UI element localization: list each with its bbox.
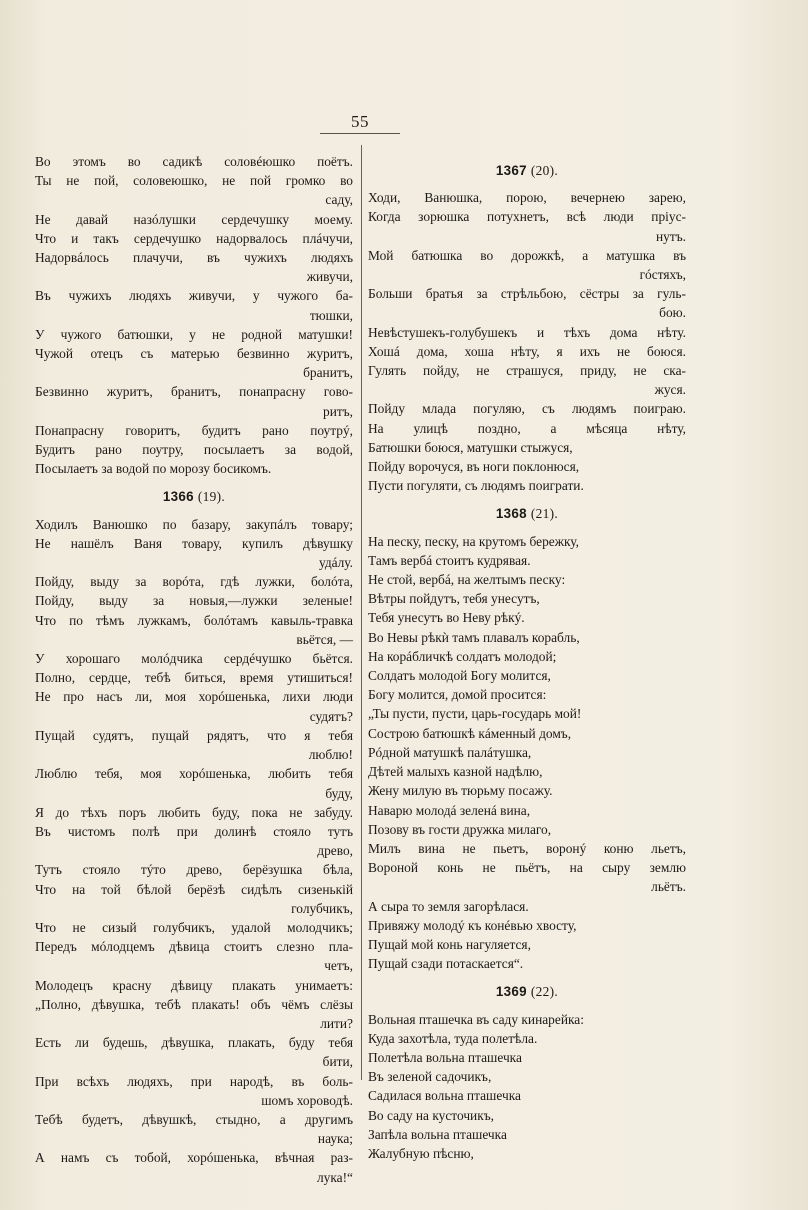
- verse-line-continuation: наука;: [317, 1131, 353, 1147]
- verse-line: Богу молится, домой просится:: [368, 687, 547, 703]
- verse-line-continuation: судятъ?: [309, 708, 353, 724]
- verse-line: Больши братья за стрѣльбою, сёстры за гуль-: [368, 286, 686, 302]
- verse-line: Садилася вольна пташечка: [368, 1088, 521, 1104]
- page-number: 55: [351, 112, 369, 131]
- verse-line: Жену милую въ тюрьму посажу.: [368, 783, 553, 799]
- song-subnumber: (22).: [530, 984, 559, 1000]
- verse-line: Батюшки боюся, матушки стыжуся,: [368, 439, 573, 455]
- verse-line: Ходи, Ванюшка, порою, вечернею зарею,: [368, 190, 686, 206]
- verse-line: Пойду, выду за новыя,—лужки зеленые!: [35, 593, 353, 609]
- song-number: 1369: [495, 984, 527, 1000]
- verse-line-continuation: живучи,: [306, 269, 353, 285]
- verse-line-continuation: четъ,: [324, 958, 353, 974]
- verse-line: Вольная пташечка въ саду кинарейка:: [368, 1011, 584, 1027]
- verse-line-continuation: древо,: [317, 843, 353, 859]
- verse-line: „Ты пусти, пусти, царь-государь мой!: [368, 706, 582, 722]
- verse-line-continuation: люблю!: [308, 747, 353, 763]
- verse-line: Во этомъ во садикѣ соловéюшко поётъ.: [35, 154, 353, 169]
- verse-line: Ходилъ Ванюшко по базару, закупáлъ товару;: [35, 516, 353, 532]
- verse-line: Сострою батюшкѣ кáменный домъ,: [368, 725, 572, 741]
- song-subnumber: (21).: [530, 506, 559, 522]
- verse-line: Не про насъ ли, моя хорóшенька, лихи люди: [35, 689, 353, 705]
- verse-line: Пойду, выду за ворóта, гдѣ лужки, болóта,: [35, 574, 353, 590]
- verse-line: Хошá дома, хоша нѣту, я ихъ не боюся.: [368, 343, 686, 359]
- verse-line-continuation: лити?: [320, 1015, 353, 1031]
- verse-line: Пусти погуляти, съ людямъ поиграти.: [368, 478, 584, 494]
- song-number: 1366: [162, 489, 194, 505]
- verse-line: Не давай назóлушки сердечушку моему.: [35, 211, 353, 227]
- verse-line: „Полно, дѣвушка, тебѣ плакать! объ чёмъ слёзы: [35, 996, 353, 1012]
- verse-line: Посылаетъ за водой по морозу босикомъ.: [35, 461, 272, 477]
- verse-line: Наварю молодá зеленá вина,: [368, 802, 531, 818]
- verse-line: Я до тѣхъ поръ любить буду, пока не забуду.: [35, 804, 353, 820]
- verse-line: Во Невы рѣкѝ тамъ плавалъ корабль,: [368, 629, 580, 645]
- verse-line: На корáбличкѣ солдатъ молодой;: [368, 648, 557, 664]
- verse-line: Ты не пой, соловеюшко, не пой громко во: [35, 173, 353, 189]
- header-rule: [320, 133, 400, 134]
- verse-line: На песку, песку, на крутомъ бережку,: [368, 533, 579, 549]
- verse-line: Пойду млада погуляю, съ людямъ поиграю.: [368, 401, 686, 417]
- verse-line: Въ чужихъ людяхъ живучи, у чужого ба-: [35, 288, 353, 304]
- verse-line: Позову въ гости дружка милаго,: [368, 821, 552, 837]
- verse-line: Безвинно журитъ, бранитъ, понапрасну гово-: [35, 384, 353, 400]
- verse-line: Понапрасну говоритъ, будитъ рано поутрý,: [35, 422, 353, 438]
- verse-line-continuation: бою.: [659, 305, 686, 321]
- verse-line: Тамъ вербá стоитъ кудрявая.: [368, 552, 531, 568]
- verse-line: Солдатъ молодой Богу молится,: [368, 668, 551, 684]
- verse-line: Что по тѣмъ лужкамъ, болóтамъ кавыль-травка: [35, 612, 353, 628]
- song-heading: [368, 504, 686, 523]
- verse-line: Что не сизый голубчикъ, удалой молодчикъ;: [35, 919, 353, 935]
- song-subnumber: (20).: [530, 163, 559, 178]
- verse-line: Мой батюшка во дорожкѣ, а матушка въ: [368, 247, 686, 263]
- verse-line: Тебѣ будетъ, дѣвушкѣ, стыдно, а другимъ: [35, 1111, 353, 1127]
- song-heading: [368, 161, 686, 180]
- verse-line: Невѣстушекъ-голубушекъ и тѣхъ дома нѣту.: [368, 324, 686, 340]
- song-heading: [35, 487, 353, 506]
- verse-line: Что на той бѣлой берёзѣ сидѣлъ сизенькій: [35, 881, 353, 897]
- verse-line-continuation: лука!“: [316, 1169, 353, 1185]
- verse-line: Вороной конь не пьётъ, на сыру землю: [368, 860, 686, 876]
- verse-line: Привяжу молодý къ конéвью хвосту,: [368, 917, 577, 933]
- left-column: [35, 152, 353, 1187]
- verse-line: Будитъ рано поутру, посылаетъ за водой,: [35, 442, 353, 458]
- song-number: 1368: [495, 506, 527, 522]
- verse-line: Молодецъ красну дѣвицу плакать унимаетъ:: [35, 977, 353, 993]
- verse-line: Гулять пойду, не страшуся, приду, не ска-: [368, 363, 686, 379]
- column-divider: [361, 145, 362, 1080]
- right-column: [368, 152, 686, 1163]
- verse-line: Пойду ворочуся, въ ноги поклонюся,: [368, 459, 580, 475]
- verse-line-continuation: бити,: [322, 1054, 353, 1070]
- verse-line-continuation: жуся.: [654, 382, 686, 398]
- verse-line-continuation: нутъ.: [656, 228, 686, 244]
- verse-line-continuation: ритъ,: [323, 403, 353, 419]
- verse-line: У хорошаго молóдчика сердéчушко бьётся.: [35, 651, 353, 667]
- verse-line: Тутъ стояло тýто древо, берёзушка бѣла,: [35, 862, 353, 878]
- verse-line-continuation: гóстяхъ,: [639, 267, 686, 283]
- verse-line: Передъ мóлодцемъ дѣвица стоитъ слезно пла-: [35, 939, 353, 955]
- verse-line-continuation: тюшки,: [309, 307, 353, 323]
- verse-line: На улицѣ поздно, а мѣсяца нѣту,: [368, 420, 686, 436]
- verse-line-continuation: вьётся, —: [296, 631, 353, 647]
- verse-line: Въ чистомъ полѣ при долинѣ стояло тутъ: [35, 823, 353, 839]
- verse-line: Въ зеленой садочикъ,: [368, 1069, 492, 1085]
- verse-line: При всѣхъ людяхъ, при народѣ, въ боль-: [35, 1073, 353, 1089]
- verse-line-continuation: шомъ хороводѣ.: [261, 1092, 353, 1108]
- verse-line: Пущай мой конь нагуляется,: [368, 936, 531, 952]
- verse-line-continuation: саду,: [325, 192, 353, 208]
- verse-line: Полно, сердце, тебѣ биться, время утишиться!: [35, 670, 353, 686]
- verse-line: Милъ вина не пьетъ, воронý коню льетъ,: [368, 840, 686, 856]
- verse-line-continuation: удáлу.: [319, 555, 353, 571]
- verse-line: Не стой, вербá, на желтымъ песку:: [368, 572, 566, 588]
- verse-line: Чужой отецъ съ матерью безвинно журитъ,: [35, 346, 353, 362]
- verse-line: Запѣла вольна пташечка: [368, 1126, 507, 1142]
- verse-line: Есть ли будешь, дѣвушка, плакать, буду тебя: [35, 1035, 353, 1051]
- verse-line: Дѣтей малыхъ казной надѣлю,: [368, 764, 543, 780]
- verse-line: А сыра то земля загорѣлася.: [368, 898, 529, 914]
- verse-line-continuation: голубчикъ,: [291, 900, 353, 916]
- verse-line: Во саду на кусточикъ,: [368, 1107, 494, 1123]
- verse-line: Люблю тебя, моя хорóшенька, любить тебя: [35, 766, 353, 782]
- verse-line: Не нашёлъ Ваня товару, купилъ дѣвушку: [35, 535, 353, 551]
- song-subnumber: (19).: [197, 489, 226, 505]
- verse-line: Что и такъ сердечушко надорвалось плáчучи,: [35, 230, 353, 246]
- verse-line: Пущай сзади потаскается“.: [368, 956, 524, 972]
- verse-line: Жалубную пѣсню,: [368, 1145, 474, 1161]
- verse-line: Тебя унесутъ во Неву рѣкý.: [368, 610, 525, 626]
- verse-line-continuation: бранитъ,: [303, 365, 353, 381]
- verse-line: А намъ съ тобой, хорóшенька, вѣчная раз-: [35, 1150, 353, 1166]
- verse-line-continuation: льётъ.: [651, 879, 686, 895]
- verse-line-continuation: буду,: [325, 785, 353, 801]
- song-number: 1367: [495, 163, 527, 178]
- song-heading: [368, 982, 686, 1001]
- verse-line: Пущай судятъ, пущай рядятъ, что я тебя: [35, 727, 353, 743]
- verse-line: У чужого батюшки, у не родной матушки!: [35, 326, 353, 342]
- verse-line: Когда зорюшка потухнетъ, всѣ люди пріус-: [368, 209, 686, 225]
- verse-line: Рóдной матушкѣ палáтушка,: [368, 744, 532, 760]
- verse-line: Надорвáлось плачучи, въ чужихъ людяхъ: [35, 250, 353, 266]
- verse-line: Полетѣла вольна пташечка: [368, 1049, 522, 1065]
- verse-line: Куда захотѣла, туда полетѣла.: [368, 1030, 538, 1046]
- verse-line: Вѣтры пойдутъ, тебя унесутъ,: [368, 591, 540, 607]
